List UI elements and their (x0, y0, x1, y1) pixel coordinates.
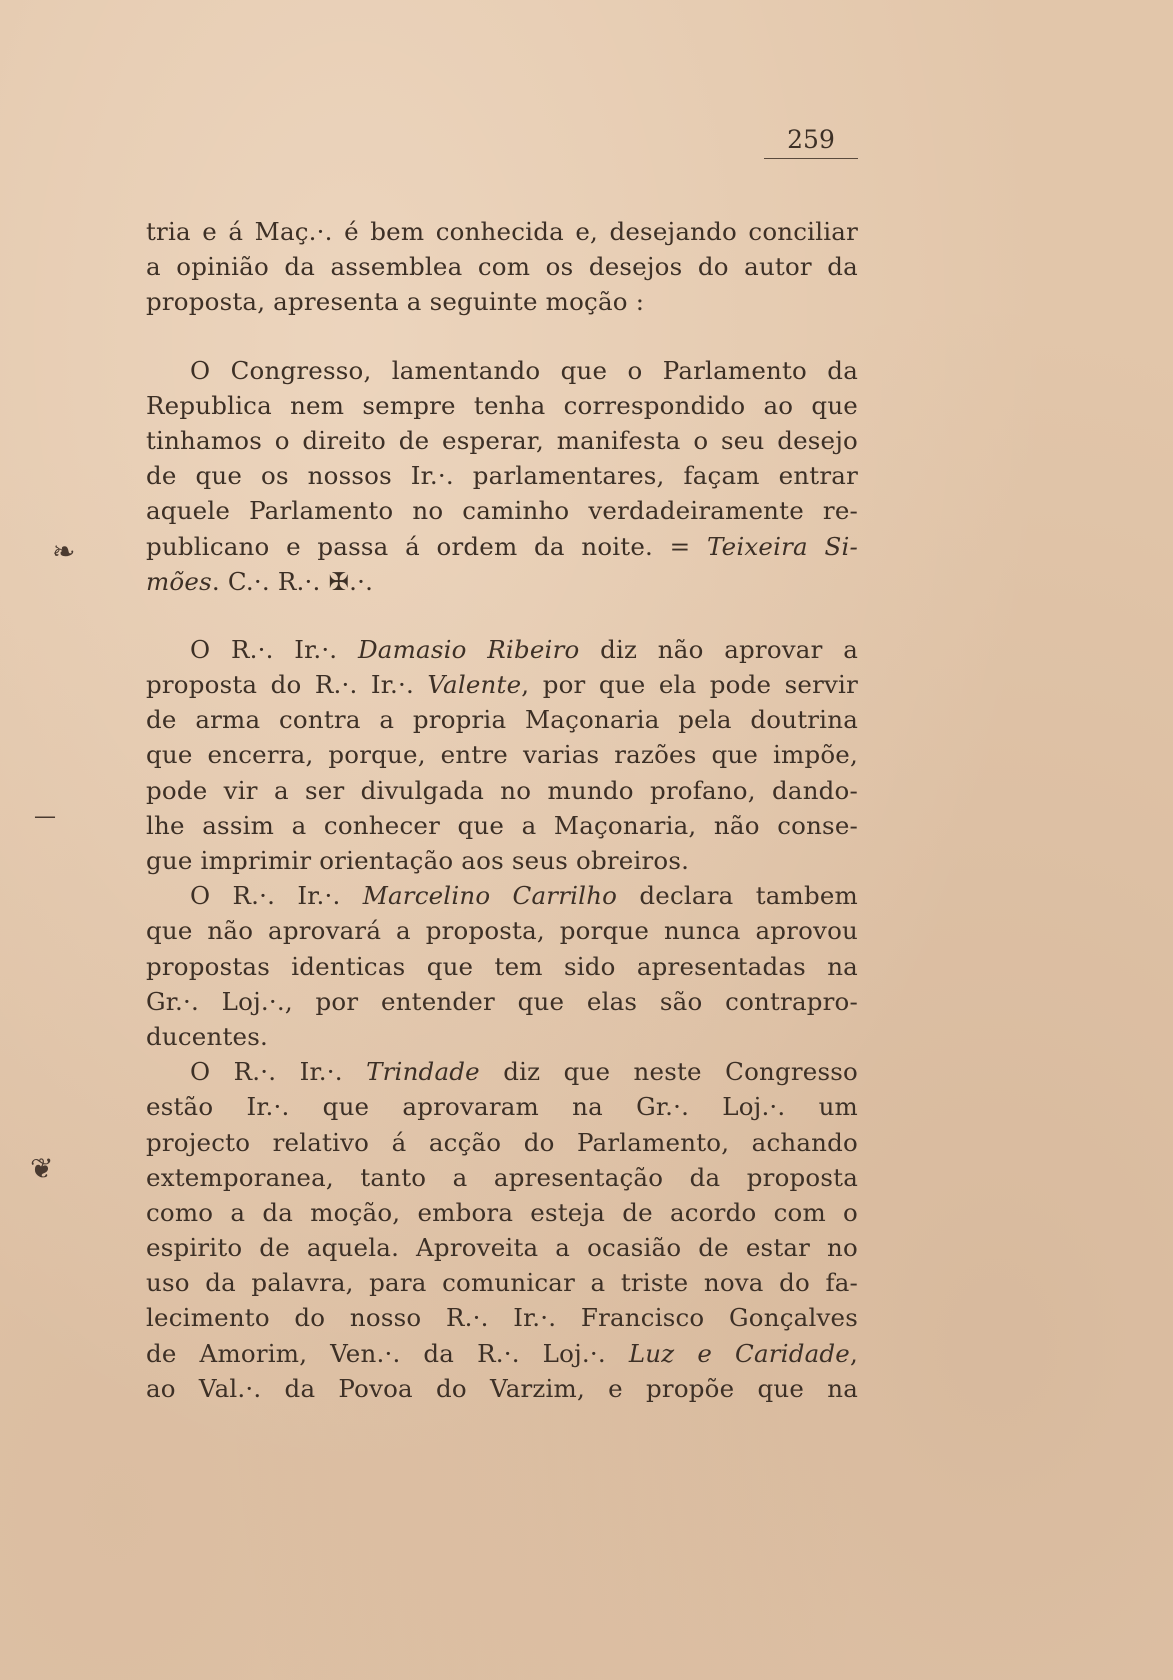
text-run: gue imprimir orientação aos seus obreiros. (146, 846, 690, 875)
text-line (146, 808, 858, 843)
text-run: lecimento do nosso R.·. Ir.·. Francisco Gonçalves (146, 1303, 858, 1333)
text-run: publicano e passa á ordem da noite. = (146, 531, 708, 561)
text-run: pode vir a ser divulgada no mundo profano, dando- (146, 775, 858, 805)
text-run: , por que ela pode servir (521, 670, 858, 700)
text-run: O R.·. Ir.·. (190, 634, 358, 664)
text-run: de arma contra a propria Maçonaria pela doutrina (146, 705, 858, 735)
text-line (146, 1230, 858, 1265)
text-line (146, 737, 858, 772)
text-line (146, 667, 858, 702)
text-run: ao Val.·. da Povoa do Varzim, e propõe que na (146, 1373, 858, 1403)
body-text (146, 214, 858, 1406)
italic-name: Valente (427, 670, 522, 700)
text-line (146, 984, 858, 1019)
text-run: uso da palavra, para comunicar a triste nova do fa- (146, 1268, 858, 1298)
paragraph (146, 1054, 858, 1406)
text-run: O R.·. Ir.·. (190, 1057, 367, 1087)
margin-mark-left-2: — (34, 804, 56, 829)
italic-name: mões (146, 566, 212, 596)
text-run: . C.·. R.·. ✠.·. (211, 566, 374, 596)
text-line (146, 702, 858, 737)
text-run: diz não aprovar a (579, 634, 858, 664)
text-line (146, 249, 858, 284)
text-line (146, 632, 858, 667)
text-run: projecto relativo á acção do Parlamento, achando (146, 1127, 858, 1157)
paragraph (146, 878, 858, 1054)
text-run: extemporanea, tanto a apresentação da proposta (146, 1162, 858, 1192)
text-run: que encerra, porque, entre varias razões que impõe, (146, 740, 858, 770)
paragraph (146, 353, 858, 599)
text-run: espirito de aquela. Aproveita a ocasião de estar no (146, 1233, 858, 1263)
page-number: 259 (787, 125, 835, 154)
text-run: como a da moção, embora esteja de acordo com o (146, 1197, 858, 1227)
text-line (146, 529, 858, 564)
text-line (146, 1125, 858, 1160)
text-line (146, 1089, 858, 1124)
text-run: a opinião da assemblea com os desejos do autor da (146, 252, 858, 282)
text-run: estão Ir.·. que aprovaram na Gr.·. Loj.·. um (146, 1092, 858, 1122)
text-line (146, 214, 858, 249)
text-run: Republica nem sempre tenha correspondido ao que (146, 390, 858, 420)
page-number-block (764, 124, 858, 159)
text-line (146, 878, 858, 913)
text-run: aquele Parlamento no caminho verdadeiramente re- (146, 496, 858, 526)
text-run: que não aprovará a proposta, porque nunca aprovou (146, 916, 858, 946)
text-line (146, 1265, 858, 1300)
text-run: tinhamos o direito de esperar, manifesta o seu desejo (146, 425, 858, 455)
margin-mark-left-1: ❧ (52, 535, 76, 568)
text-line (146, 353, 858, 388)
text-run: de que os nossos Ir.·. parlamentares, façam entrar (146, 461, 858, 491)
italic-name: Teixeira Si- (707, 531, 858, 561)
text-run: tria e á Maç.·. é bem conhecida e, desejando conciliar (146, 217, 858, 246)
text-line (146, 843, 858, 878)
italic-name: Trindade (366, 1057, 480, 1087)
text-line (146, 423, 858, 458)
text-line (146, 913, 858, 948)
text-line (146, 1160, 858, 1195)
text-line (146, 773, 858, 808)
italic-name: Luz e Caridade (628, 1338, 850, 1368)
text-line (146, 493, 858, 528)
text-run: proposta do R.·. Ir.·. (146, 670, 428, 700)
text-line (146, 1371, 858, 1406)
text-line (146, 388, 858, 423)
text-run: lhe assim a conhecer que a Maçonaria, não conse- (146, 810, 858, 840)
text-line (146, 284, 858, 319)
text-line (146, 458, 858, 493)
italic-name: Damasio Ribeiro (357, 634, 580, 664)
text-run: Gr.·. Loj.·., por entender que elas são contrapro- (146, 986, 858, 1016)
paragraph-gap (146, 599, 858, 632)
text-line (146, 1054, 858, 1089)
text-run: ducentes. (146, 1021, 268, 1051)
text-line (146, 1195, 858, 1230)
text-line (146, 1300, 858, 1335)
text-run: propostas identicas que tem sido apresentadas na (146, 951, 858, 981)
italic-name: Marcelino Carrilho (362, 881, 618, 911)
paragraph-gap (146, 320, 858, 353)
text-line (146, 1336, 858, 1371)
margin-mark-left-3: ❦ (30, 1152, 54, 1185)
text-run: diz que neste Congresso (479, 1057, 858, 1087)
text-run: declara tambem (617, 881, 858, 911)
text-line (146, 1019, 858, 1054)
text-run: O R.·. Ir.·. (190, 881, 363, 911)
page-number-rule (764, 158, 858, 159)
text-line (146, 949, 858, 984)
text-run: proposta, apresenta a seguinte moção : (146, 287, 645, 317)
text-run: O Congresso, lamentando que o Parlamento da (190, 355, 858, 385)
text-run: de Amorim, Ven.·. da R.·. Loj.·. (146, 1338, 629, 1368)
paragraph (146, 214, 858, 320)
text-line (146, 564, 858, 599)
paragraph (146, 632, 858, 878)
text-run: , (849, 1338, 858, 1368)
